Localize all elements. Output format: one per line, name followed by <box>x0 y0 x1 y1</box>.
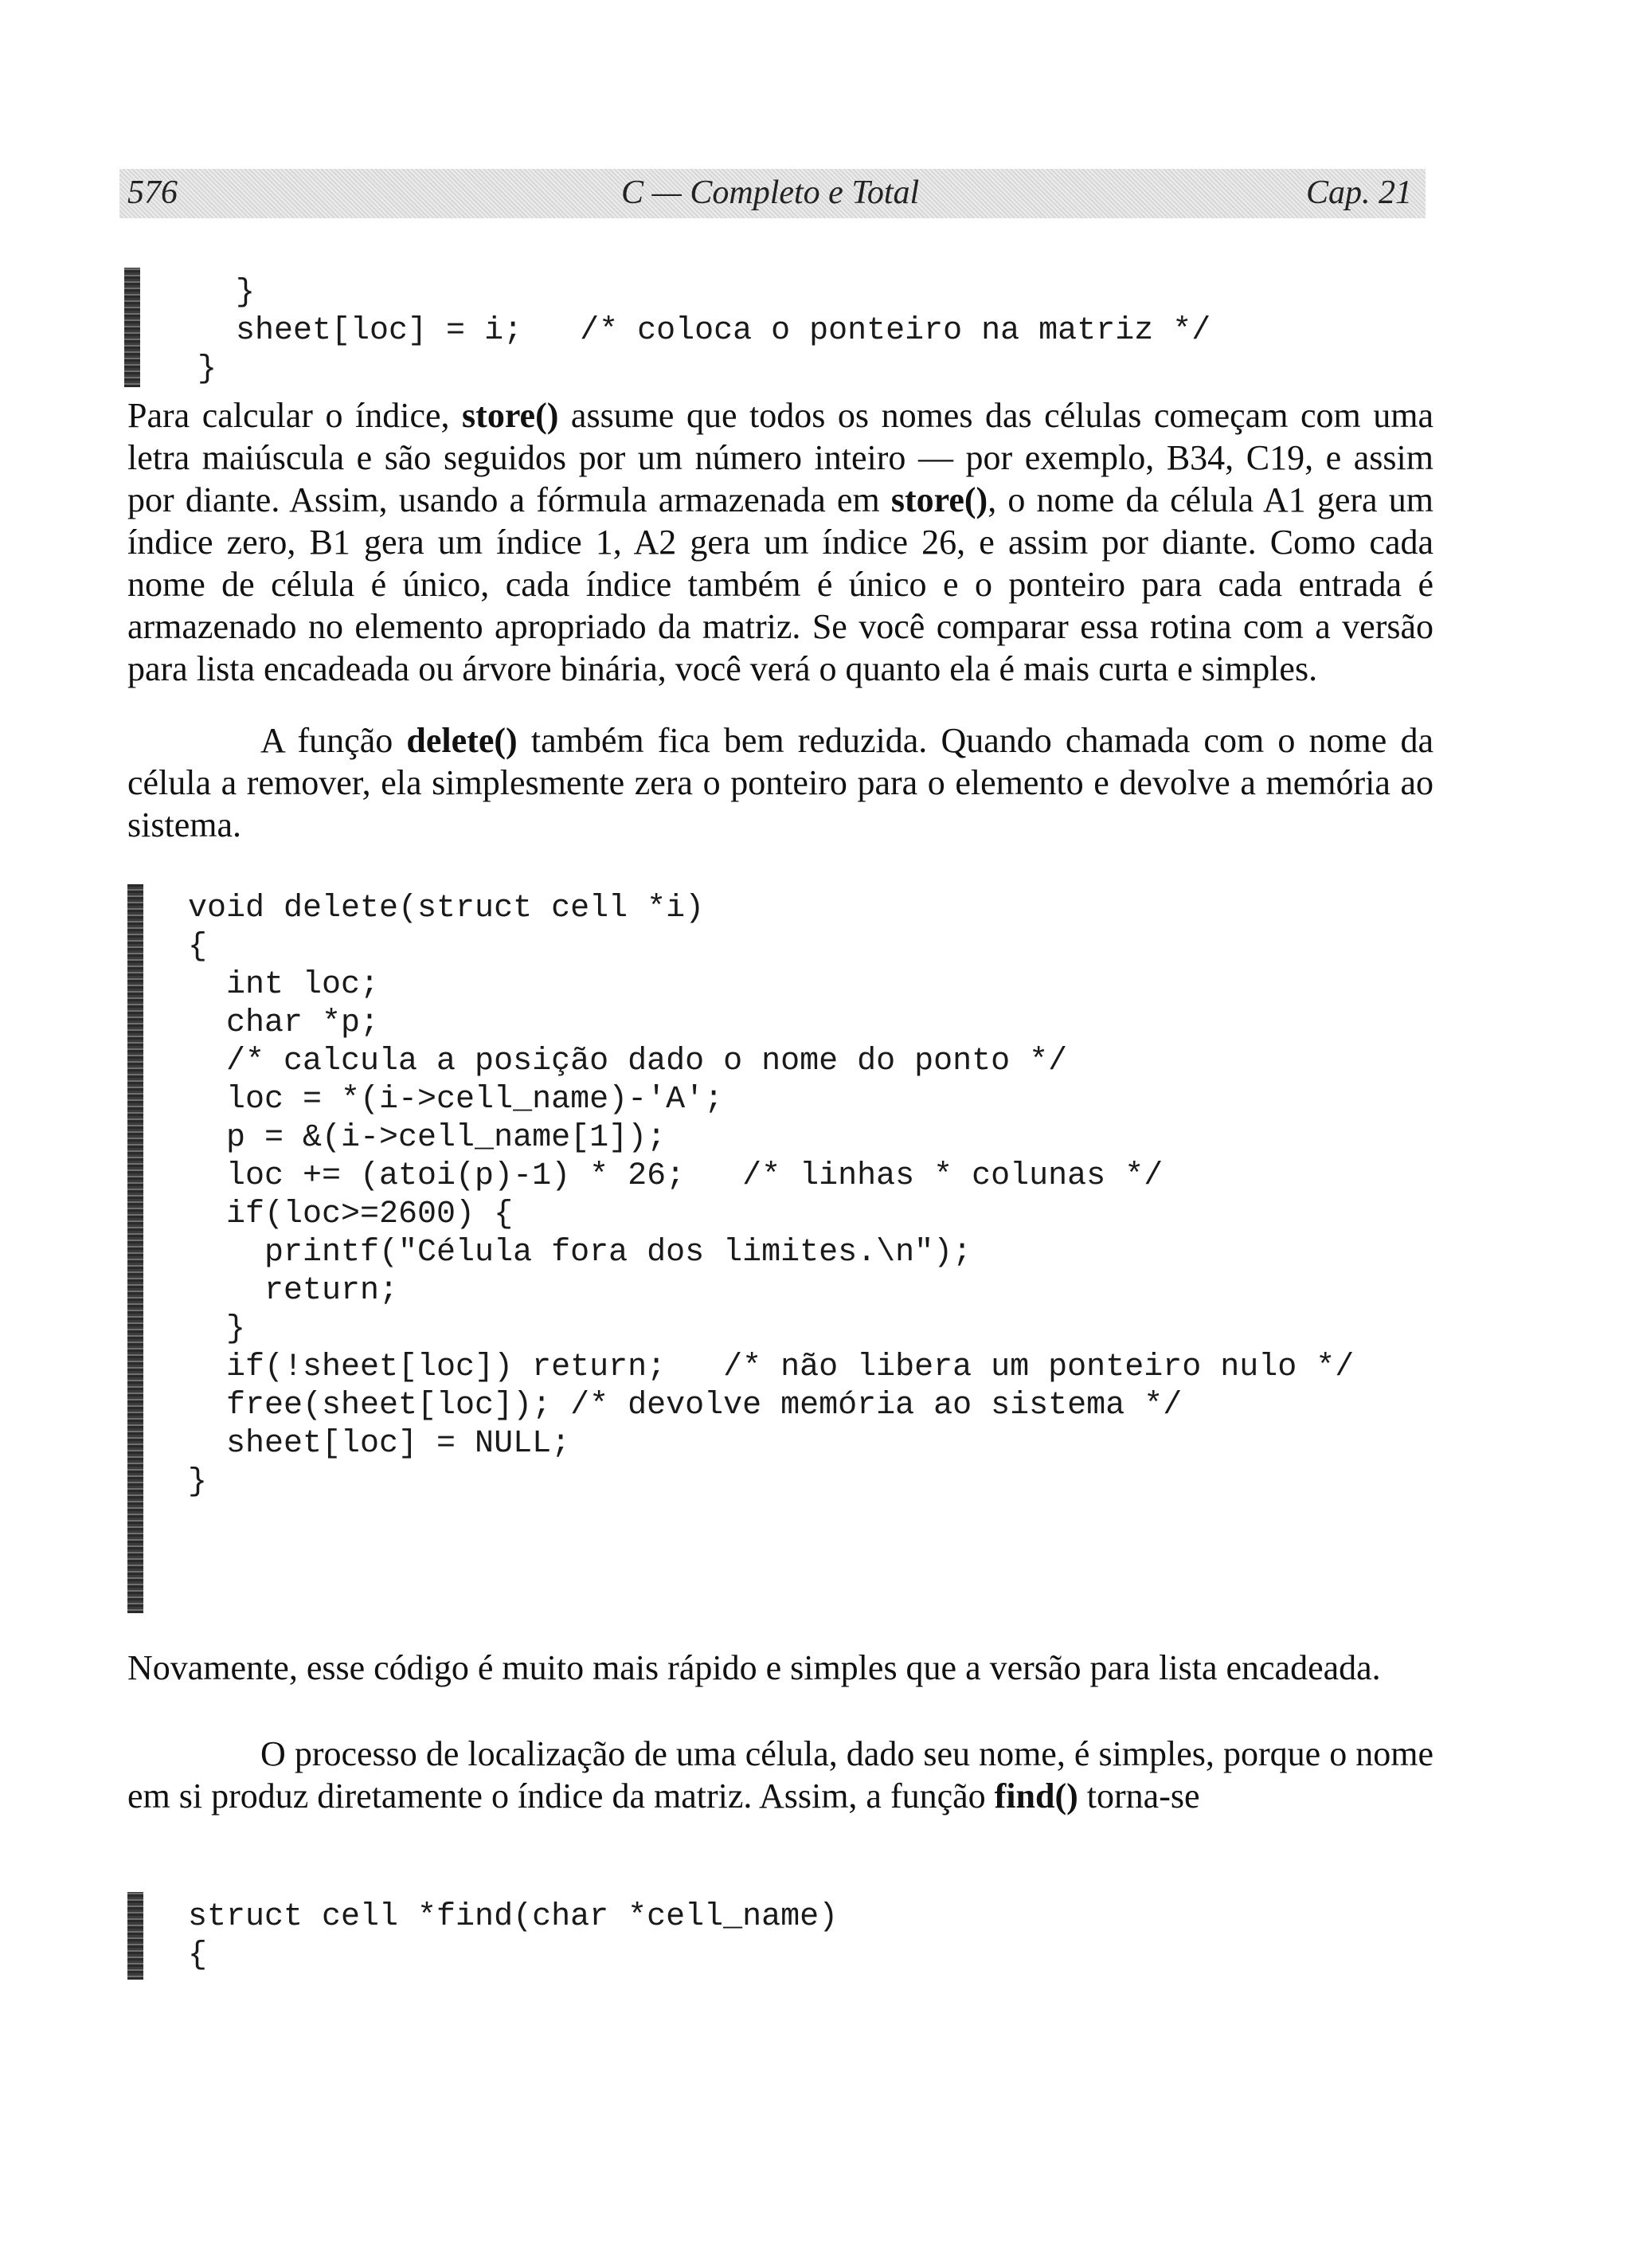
body-paragraph <box>127 719 1433 846</box>
code-line: { <box>188 929 208 965</box>
function-name: store() <box>462 396 559 435</box>
code-line: return; <box>188 1273 399 1309</box>
paragraph-text: assume que todos os nomes das células começam com uma letra maiúscula e são seguidos por um número inteiro — por exemplo, B34, C19, e assim por diante. Assim, usando a fórmula armazenada em <box>127 396 1433 519</box>
code-block-find <box>188 1898 838 1975</box>
paragraph-text: torna-se <box>1078 1776 1200 1816</box>
code-line: free(sheet[loc]); /* devolve memória ao sistema */ <box>188 1388 1183 1424</box>
code-line: loc = *(i->cell_name)-'A'; <box>188 1082 724 1118</box>
paragraph-text: , o nome da célula A1 gera um índice zero, B1 gera um índice 1, A2 gera um índice 26, e assim por diante. Como cada nome de célula é único, cada índice também é único e o ponteiro para cada entrada é armazenado no elemento apropriado da matriz. Se você comparar essa rotina com a versão para lista encadeada ou árvore binária, você verá o quanto ela é mais curta e simples. <box>127 480 1433 688</box>
code-line: } <box>159 351 217 387</box>
book-title: C — Completo e Total <box>621 174 920 211</box>
code-line: char *p; <box>188 1005 380 1041</box>
code-margin-bar <box>127 1892 143 1980</box>
function-name: delete() <box>406 721 518 760</box>
paragraph-text: O processo de localização de uma célula, dado seu nome, é simples, porque o nome em si produz diretamente o índice da matriz. Assim, a função <box>127 1734 1433 1816</box>
code-line: p = &(i->cell_name[1]); <box>188 1120 667 1156</box>
code-line: /* calcula a posição dado o nome do ponto */ <box>188 1044 1068 1079</box>
code-block-delete <box>188 890 1354 1502</box>
function-name: store() <box>890 480 988 519</box>
code-line: } <box>159 275 256 311</box>
code-margin-bar <box>127 884 143 1613</box>
page-number: 576 <box>127 174 178 211</box>
body-paragraph <box>127 1647 1433 1689</box>
code-line: if(loc>=2600) { <box>188 1197 514 1232</box>
paragraph-text: também fica bem reduzida. Quando chamada com o nome da célula a remover, ela simplesmente zera o ponteiro para o elemento e devolve a memória ao sistema. <box>127 721 1433 844</box>
code-line: sheet[loc] = NULL; <box>188 1426 571 1462</box>
body-paragraph <box>127 1733 1433 1817</box>
code-line: } <box>188 1311 246 1347</box>
paragraph-text: A função <box>260 721 407 760</box>
body-paragraph <box>127 394 1433 690</box>
code-line: if(!sheet[loc]) return; /* não libera um ponteiro nulo */ <box>188 1349 1355 1385</box>
paragraph-text: Para calcular o índice, <box>127 396 463 435</box>
code-margin-bar <box>124 268 140 387</box>
code-line: sheet[loc] = i; /* coloca o ponteiro na matriz */ <box>159 313 1211 349</box>
code-line: { <box>188 1937 208 1973</box>
chapter-label: Cap. 21 <box>1306 174 1413 211</box>
paragraph-text: Novamente, esse código é muito mais rápido e simples que a versão para lista encadeada. <box>127 1648 1381 1687</box>
code-line: struct cell *find(char *cell_name) <box>188 1899 839 1935</box>
code-block-store-tail <box>159 274 1211 389</box>
code-line: printf("Célula fora dos limites.\n"); <box>188 1235 972 1271</box>
code-line: } <box>188 1464 208 1500</box>
code-line: loc += (atoi(p)-1) * 26; /* linhas * colunas */ <box>188 1158 1164 1194</box>
code-line: void delete(struct cell *i) <box>188 891 705 926</box>
function-name: find() <box>994 1776 1078 1816</box>
code-line: int loc; <box>188 967 380 1003</box>
